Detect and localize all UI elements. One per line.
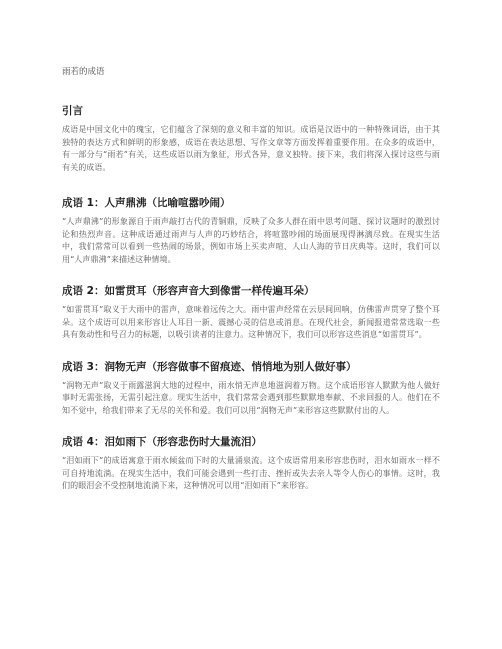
- idiom-heading-3: 成语 3：润物无声（形容做事不留痕迹、悄悄地为别人做好事）: [62, 360, 357, 373]
- idiom-heading-4: 成语 4：泪如雨下（形容悲伤时大量流泪）: [62, 436, 262, 448]
- idiom-heading-1: 成语 1：人声鼎沸（比喻喧嚣吵闹）: [62, 197, 231, 209]
- idiom-paragraph-1: “人声鼎沸”的形象源自于雨声敲打古代的青铜鼎，反映了众多人群在雨中思考问题、探讨议题时的激烈讨论和热烈声音。这种成语通过雨声与人声的巧妙结合，将喧嚣吵闹的场面展现得淋漓尽致。在现实生活中，我们常常可以看到一些热闹的场景，例如市场上买卖声喧、人山人海的节日庆典等。这时，我们可以用“人声鼎沸”来描述这种情境。: [62, 217, 440, 264]
- idiom-section-3: [62, 360, 440, 418]
- intro-heading: 引言: [62, 105, 83, 117]
- intro-paragraph: 成语是中国文化中的瑰宝，它们蕴含了深刻的意义和丰富的知识。成语是汉语中的一种特殊词语，由于其独特的表达方式和鲜明的形象感，成语在表达思想、写作文章等方面发挥着重要作用。在众多的成语中，有一部分与“雨若”有关，这些成语以雨为象征，形式各异，意义独特。接下来，我们将深入探讨这些与雨有关的成语。: [62, 125, 440, 172]
- idiom-section-4: [62, 435, 440, 493]
- document-page: [62, 66, 440, 511]
- idiom-paragraph-2: “如雷贯耳”取义于大雨中的雷声，意味着远传之大。雨中雷声经常在云层间回响，仿佛雷声贯穿了整个耳朵。这个成语可以用来形容让人耳目一新、震撼心灵的信息或消息。在现代社会，新闻报道常常选取一些具有轰动性和号召力的标题，以吸引读者的注意力。这种情况下，我们可以形容这些消息“如雷贯耳”。: [62, 305, 440, 339]
- idiom-section-2: [62, 284, 440, 342]
- idiom-heading-2: 成语 2：如雷贯耳（形容声音大到像雷一样传遍耳朵）: [62, 285, 315, 297]
- intro-section: [62, 104, 440, 174]
- idiom-section-1: [62, 196, 440, 266]
- idiom-paragraph-4: “泪如雨下”的成语寓意于雨水倾盆而下时的大量涌泉流。这个成语常用来形容悲伤时，泪水如雨水一样不可自持地流淌。在现实生活中，我们可能会遇到一些打击、挫折或失去亲人等令人伤心的事情。这时，我们的眼泪会不受控制地流淌下来，这种情况可以用“泪如雨下”来形容。: [62, 456, 440, 490]
- document-title: 雨若的成语: [62, 67, 105, 77]
- idiom-paragraph-3: “润物无声”取义于雨露滋润大地的过程中，雨水悄无声息地滋润着万物。这个成语形容人默默为他人做好事时无需张扬，无需引起注意。现实生活中，我们常常会遇到那些默默地奉献、不求回报的人。他们在不知不觉中，给我们带来了无尽的关怀和爱。我们可以用“润物无声”来形容这些默默付出的人。: [62, 380, 440, 415]
